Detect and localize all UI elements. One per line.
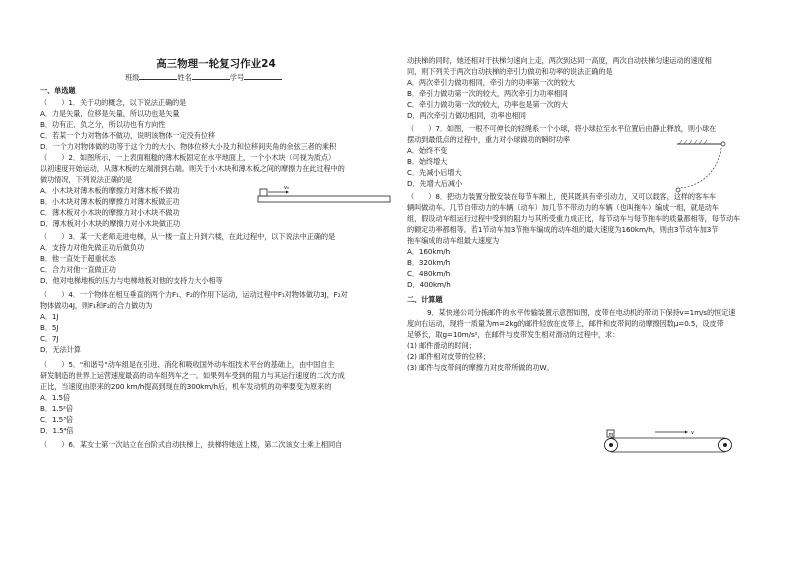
- q7-option: D．先增大后减小: [407, 179, 463, 188]
- q1-option: C．若某一个力对物体不做功，说明该物体一定没有位移: [40, 131, 216, 140]
- q5-option: D．1.5⁴倍: [40, 426, 74, 435]
- q5-option: B．1.5²倍: [40, 404, 73, 413]
- ceiling-hatch: [679, 140, 707, 144]
- right-pulley-axle: [723, 443, 727, 447]
- q2-stem: 做功情况，下列说法正确的是: [40, 175, 133, 184]
- q2-option: C．薄木板对小木块的摩擦力对小木块不做功: [40, 208, 180, 217]
- mass-label: m: [608, 432, 614, 438]
- velocity-label: v₀: [284, 185, 289, 191]
- q8-stem: 组，假设动车组运行过程中受到的阻力与其所受重力成正比，每节动车与每节拖车的质量都相等，每节动车: [407, 214, 741, 223]
- q4-option: B．5J: [40, 323, 59, 332]
- q2-stem: 以初速度开始运动，从薄木板的左端滑到右端。则关于小木块和薄木板之间的摩擦力在此过程中的: [40, 164, 345, 173]
- q8-option: A．160km/h: [407, 247, 451, 256]
- q9-subquestion: (3) 邮件与皮带间的摩擦力对皮带所做的功W。: [407, 363, 554, 372]
- q8-option: D．400km/h: [407, 280, 451, 289]
- q3-option: B．他一直处于超重状态: [40, 254, 116, 263]
- q9-subquestion: (1) 邮件滑动的时间；: [407, 341, 476, 350]
- q2-option: D．薄木板对小木块的摩擦力对小木块做正功: [40, 219, 181, 228]
- name-label: 姓名: [177, 73, 192, 82]
- q2-option: B．小木块对薄木板的摩擦力对薄木板做正功: [40, 197, 180, 206]
- q1-stem: （ ）1．关于功的概念，以下说法正确的是: [40, 98, 187, 107]
- q7-option: C．先减小后增大: [407, 168, 462, 177]
- q7-stem: （ ）7．如图，一根不可伸长的轻绳系一个小球，将小球拉至水平位置后由静止释放，则小球在: [407, 124, 717, 133]
- q8-option: C．480km/h: [407, 269, 451, 278]
- small-block: [260, 189, 267, 196]
- q9-subquestion: (2) 邮件相对皮带的位移；: [407, 352, 490, 361]
- class-label: 班级: [125, 73, 140, 82]
- q4-stem: （ ）4．一个物体在相互垂直的两个力F₁、F₂的作用下运动，运动过程中F₁对物体做功3J，F₂对: [40, 290, 348, 299]
- q3-option: C．合力对他一直做正功: [40, 265, 116, 274]
- q6-stem-cont: 动扶梯的同时，她还相对于扶梯匀速向上走，两次到达同一高度，两次自动扶梯匀速运动的速度相: [407, 56, 712, 65]
- conveyor-figure: [605, 426, 745, 462]
- q8-stem: 辆叫做动车。几节自带动力的车辆（动车）加几节不带动力的车辆（也叫拖车）编成一组，就是动车: [407, 203, 719, 212]
- name-blank[interactable]: [192, 72, 230, 80]
- left-pulley-axle: [609, 443, 613, 447]
- wooden-board: [258, 196, 390, 202]
- q6-option: A．两次牵引力做功相同，牵引力的功率第一次的较大: [407, 78, 575, 87]
- q6-stem: （ ）6．某女士第一次站立在台阶式自动扶梯上，扶梯将她送上楼，第二次该女士乘上相同自: [40, 440, 343, 449]
- q5-stem: 研发制造的世界上运营速度最高的动车组列车之一。如果列车受到的阻力与其运行速度的二次方成: [40, 371, 345, 380]
- belt-velocity-label: v: [691, 430, 694, 436]
- q5-stem: 正比，当速度由原来的200 km/h提高到现在的300km/h后，机车发动机的功率要变为原来的: [40, 382, 332, 391]
- q8-stem: （ ）8．把动力装置分散安装在每节车厢上，使其既具有牵引动力，又可以载客，这样的客车车: [407, 192, 717, 201]
- q3-option: D．他对电梯地板的压力与电梯地板对他的支持力大小相等: [40, 276, 223, 285]
- class-blank[interactable]: [139, 72, 177, 80]
- page-title: 高三物理一轮复习作业24: [156, 58, 276, 70]
- q4-stem: 物体做功4J，则F₁和F₂的合力做功为: [40, 301, 153, 310]
- q2-stem: （ ）2．如图所示，一上表面粗糙的薄木板固定在水平地面上，一个小木块（可视为质点）: [40, 153, 336, 162]
- q3-option: A．支持力对他先做正功后做负功: [40, 243, 145, 252]
- q9-stem: 足够长，取g=10m/s²，在邮件与皮带发生相对滑动的过程中，求：: [407, 330, 620, 339]
- student-info: [125, 72, 282, 83]
- swing-arc: [679, 148, 721, 188]
- q4-option: C．7J: [40, 334, 59, 343]
- q7-stem: 摆动到最低点的过程中，重力对小球做功的瞬时功率: [407, 135, 571, 144]
- q8-stem: 拖车编成的动车组最大速度为: [407, 236, 500, 245]
- q1-option: B．功有正、负之分，所以功也有方向性: [40, 120, 166, 129]
- id-blank[interactable]: [244, 72, 282, 80]
- q4-option: A．1J: [40, 312, 59, 321]
- q5-option: C．1.5³倍: [40, 415, 74, 424]
- q5-option: A．1.5倍: [40, 393, 71, 402]
- q6-option: D．两次牵引力做功相同，功率也相同: [407, 111, 526, 120]
- section-heading-calc: 二、计算题: [407, 295, 443, 304]
- q8-stem: 的额定功率都相等。若1节动车加3节拖车编成的动车组的最大速度为160km/h，则由3节动车加3节: [407, 225, 719, 234]
- q8-option: B．320km/h: [407, 258, 451, 267]
- q7-option: A．始终不变: [407, 146, 448, 155]
- q6-option: C．牵引力做功第一次的较大，功率也是第一次的大: [407, 100, 568, 109]
- arrow-head-icon: [685, 431, 688, 434]
- q2-option: A．小木块对薄木板的摩擦力对薄木板不做功: [40, 186, 180, 195]
- q5-stem: （ ）5．"和谐号"动车组是在引进、消化和吸收国外动车组技术平台的基础上，由中国自主: [40, 360, 335, 369]
- id-label: 学号: [229, 73, 245, 82]
- section-heading-choice: 一、单选题: [40, 86, 76, 95]
- q1-option: A．力是矢量，位移是矢量，所以功也是矢量: [40, 109, 180, 118]
- q1-option: D．一个力对物体做的功等于这个力的大小、物体位移大小及力和位移间夹角的余弦三者的乘积: [40, 142, 337, 151]
- board-block-figure: [258, 184, 398, 214]
- pendulum-ball: [721, 142, 725, 146]
- q9-stem: 度向右运动，现将一质量为m=2kg的邮件轻放在皮带上，邮件和皮带间的动摩擦因数μ=0.5，设皮带: [407, 319, 724, 328]
- q3-stem: （ ）3．某一天老师走进电梯，从一楼一直上升到六楼，在此过程中，以下说法中正确的是: [40, 232, 336, 241]
- q6-option: B．牵引力做功第一次的较大，两次牵引力功率相同: [407, 89, 568, 98]
- q4-option: D．无法计算: [40, 345, 81, 354]
- q6-stem-cont: 同，则下列关于两次自动扶梯的牵引力做功和功率的说法正确的是: [407, 67, 613, 76]
- q9-stem: 9．某快递公司分拣邮件的水平传输装置示意图如图，皮带在电动机的带动下保持v=1m/s的恒定速: [427, 308, 736, 317]
- q7-option: B．始终增大: [407, 157, 448, 166]
